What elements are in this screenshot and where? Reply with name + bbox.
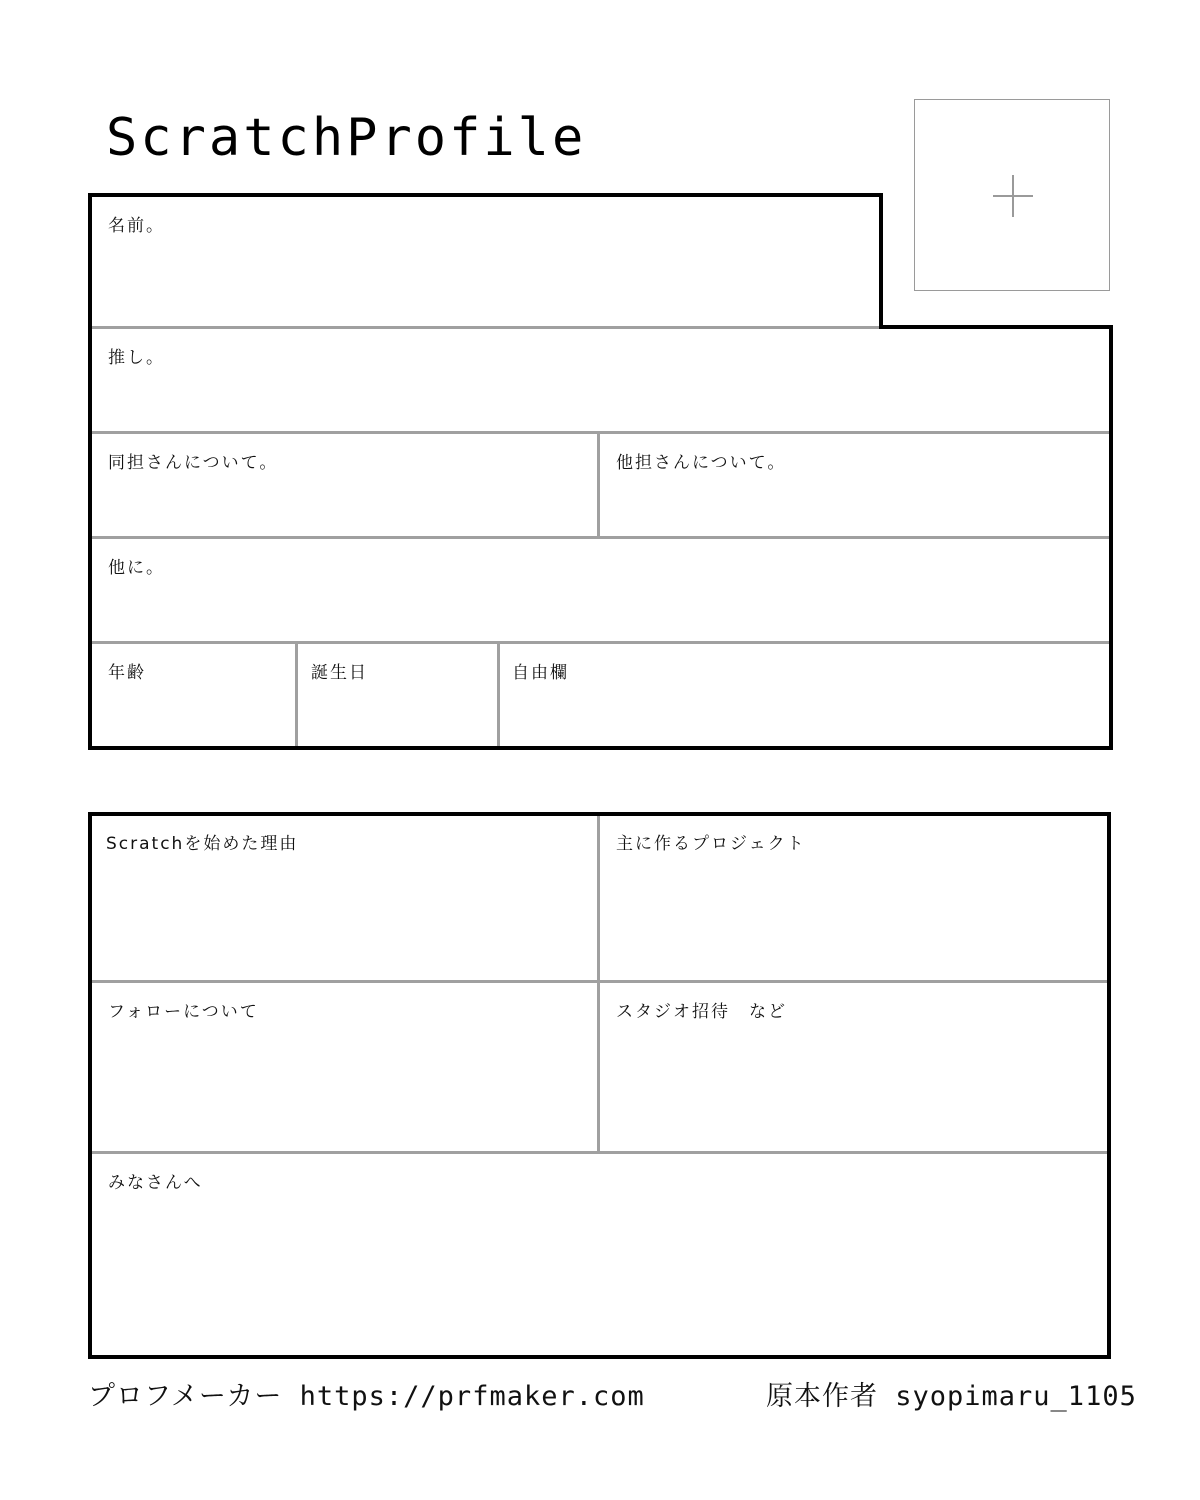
same-fan-field[interactable] <box>92 434 597 536</box>
message-label: みなさんへ <box>108 1173 203 1193</box>
free-label: 自由欄 <box>512 663 569 683</box>
projects-field[interactable] <box>600 816 1107 980</box>
follow-field[interactable] <box>92 983 597 1151</box>
reason-field[interactable] <box>92 816 597 980</box>
name-label: 名前。 <box>108 216 165 236</box>
free-field[interactable] <box>500 644 1109 746</box>
author-credit: 原本作者 syopimaru_1105 <box>766 1381 1137 1412</box>
reason-label: Scratchを始めた理由 <box>106 834 299 854</box>
same-fan-label: 同担さんについて。 <box>108 453 279 473</box>
page-title: ScratchProfile <box>106 108 587 168</box>
age-label: 年齢 <box>108 663 146 683</box>
projects-label: 主に作るプロジェクト <box>616 834 806 854</box>
photo-slot[interactable] <box>914 99 1110 291</box>
oshi-field[interactable] <box>92 329 1109 431</box>
name-field[interactable] <box>92 197 879 326</box>
age-field[interactable] <box>92 644 295 746</box>
studio-field[interactable] <box>600 983 1107 1151</box>
maker-credit: プロフメーカー https://prfmaker.com <box>88 1381 645 1412</box>
follow-label: フォローについて <box>108 1002 259 1022</box>
birthday-label: 誕生日 <box>311 663 368 683</box>
message-field[interactable] <box>92 1154 1107 1355</box>
other-label: 他に。 <box>108 558 165 578</box>
birthday-field[interactable] <box>298 644 497 746</box>
oshi-label: 推し。 <box>108 348 165 368</box>
other-field[interactable] <box>92 539 1109 641</box>
studio-label: スタジオ招待 など <box>616 1002 787 1022</box>
other-fan-field[interactable] <box>600 434 1109 536</box>
other-fan-label: 他担さんについて。 <box>616 453 787 473</box>
